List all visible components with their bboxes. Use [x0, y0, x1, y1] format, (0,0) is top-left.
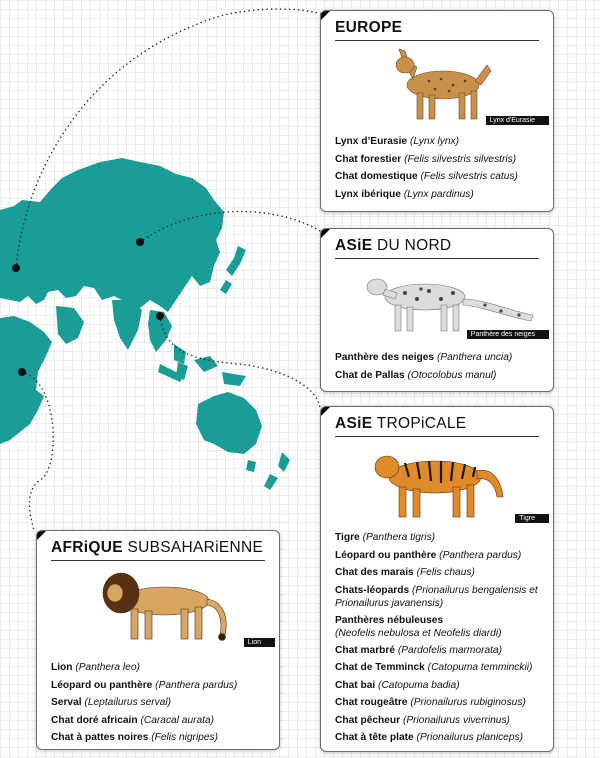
australia-landmass — [196, 392, 262, 454]
species-common-name: Chat doré africain — [51, 714, 138, 726]
animal-caption: Tigre — [515, 514, 549, 523]
list-item — [51, 694, 279, 712]
species-common-name: Chat domestique — [335, 171, 418, 182]
list-item — [335, 547, 545, 565]
region-card-afrique — [36, 530, 280, 750]
list-item — [335, 564, 545, 582]
species-latin-name: (Felis chaus) — [416, 567, 475, 578]
species-common-name: Panthère des neiges — [335, 352, 435, 363]
species-list — [321, 133, 553, 203]
species-common-name: Chats-léopards — [335, 584, 410, 596]
species-common-name: Chat de Temminck — [335, 662, 425, 673]
tiger-icon — [325, 437, 549, 523]
list-item — [51, 677, 279, 695]
japan-landmass — [226, 246, 246, 276]
species-latin-name: (Felis silvestris catus) — [420, 171, 518, 182]
list-item — [335, 694, 545, 712]
region-title-bold: EUROPE — [335, 19, 403, 36]
species-common-name: Chat rougeâtre — [335, 697, 408, 708]
animal-illustration — [41, 561, 275, 647]
species-latin-name: (Otocolobus manul) — [407, 369, 497, 381]
species-latin-name: (Leptailurus serval) — [84, 697, 172, 708]
animal-caption: Panthère des neiges — [467, 330, 549, 339]
species-common-name: Serval — [51, 697, 82, 708]
species-common-name: Chat marbré — [335, 644, 396, 656]
species-latin-name: (Prionailurus viverrinus) — [402, 714, 510, 726]
list-item — [51, 729, 279, 747]
region-title-rest: DU NORD — [377, 237, 452, 254]
species-latin-name: (Prionailurus bengalensis et Prionailurus javanensis) — [335, 584, 538, 609]
species-common-name: Lion — [51, 662, 73, 673]
species-latin-name: (Catopuma temminckii) — [427, 662, 533, 673]
species-list — [37, 659, 279, 747]
eurasia-landmass — [0, 158, 224, 312]
species-latin-name: (Lynx pardinus) — [403, 188, 474, 200]
india-landmass — [112, 300, 142, 350]
list-item — [335, 659, 545, 677]
species-common-name: Chat des marais — [335, 567, 414, 578]
africa-landmass — [0, 316, 52, 444]
species-common-name: Chat bai — [335, 679, 376, 691]
species-latin-name: (Pardofelis marmorata) — [397, 644, 503, 656]
species-common-name: Léopard ou panthère — [335, 549, 437, 561]
region-title — [335, 11, 539, 41]
list-item — [335, 729, 545, 747]
species-latin-name: (Caracal aurata) — [140, 714, 215, 726]
species-common-name: Chat forestier — [335, 153, 402, 165]
marker-europe — [12, 264, 20, 272]
species-common-name: Tigre — [335, 532, 360, 543]
species-latin-name: (Panthera leo) — [75, 662, 140, 673]
animal-illustration — [325, 259, 549, 339]
species-common-name: Chat à pattes noires — [51, 732, 149, 743]
animal-illustration — [325, 437, 549, 523]
landmass — [0, 158, 290, 490]
animal-caption: Lynx d'Eurasie — [486, 116, 549, 125]
region-title — [335, 229, 539, 259]
species-common-name: Chat pêcheur — [335, 714, 401, 726]
region-title-rest: SUBSAHARiENNE — [127, 539, 264, 556]
list-item — [335, 168, 553, 186]
species-common-name: Lynx d’Eurasie — [335, 136, 408, 147]
species-common-name: Chat à tête plate — [335, 732, 414, 743]
species-latin-name: (Prionailurus planiceps) — [416, 732, 523, 743]
marker-afrique — [18, 368, 26, 376]
species-common-name: Léopard ou panthère — [51, 679, 153, 691]
species-common-name: Chat de Pallas — [335, 369, 405, 381]
list-item — [335, 349, 553, 367]
list-item — [335, 612, 545, 642]
lion-icon — [41, 561, 275, 647]
region-title-bold: ASiE — [335, 237, 373, 254]
region-card-asie-tropicale — [320, 406, 554, 752]
region-title-bold: AFRiQUE — [51, 539, 123, 556]
species-latin-name: (Catopuma badia) — [378, 679, 460, 691]
species-latin-name: (Neofelis nebulosa et Neofelis diardi) — [335, 627, 502, 639]
list-item — [51, 659, 279, 677]
region-title-bold: ASiE — [335, 415, 373, 432]
list-item — [335, 151, 553, 169]
species-common-name: Lynx ibérique — [335, 188, 401, 200]
species-latin-name: (Felis silvestris silvestris) — [404, 153, 517, 165]
region-title-rest: TROPiCALE — [376, 415, 467, 432]
list-item — [335, 582, 545, 612]
marker-asie-nord — [136, 238, 144, 246]
species-list — [321, 349, 553, 384]
species-latin-name: (Panthera uncia) — [436, 352, 513, 363]
species-latin-name: (Lynx lynx) — [409, 136, 460, 147]
species-list — [321, 529, 553, 747]
marker-asie-tropicale — [156, 312, 164, 320]
region-card-europe — [320, 10, 554, 212]
region-title — [51, 531, 265, 561]
region-title — [335, 407, 539, 437]
list-item — [335, 133, 553, 151]
arabia-landmass — [56, 306, 84, 344]
list-item — [51, 712, 279, 730]
list-item — [335, 367, 553, 385]
snow-leopard-icon — [325, 259, 549, 339]
lynx-icon — [325, 41, 549, 125]
list-item — [335, 677, 545, 695]
species-latin-name: (Panthera pardus) — [439, 549, 522, 561]
species-latin-name: (Felis nigripes) — [151, 732, 219, 743]
list-item — [335, 186, 553, 204]
list-item — [335, 642, 545, 660]
species-common-name: Panthères nébuleuses — [335, 614, 444, 626]
animal-caption: Lion — [244, 638, 275, 647]
animal-illustration — [325, 41, 549, 125]
species-latin-name: (Prionailurus rubiginosus) — [410, 697, 526, 708]
species-latin-name: (Panthera pardus) — [155, 679, 238, 691]
species-latin-name: (Panthera tigris) — [362, 532, 436, 543]
list-item — [335, 529, 545, 547]
list-item — [335, 712, 545, 730]
region-card-asie-nord — [320, 228, 554, 392]
